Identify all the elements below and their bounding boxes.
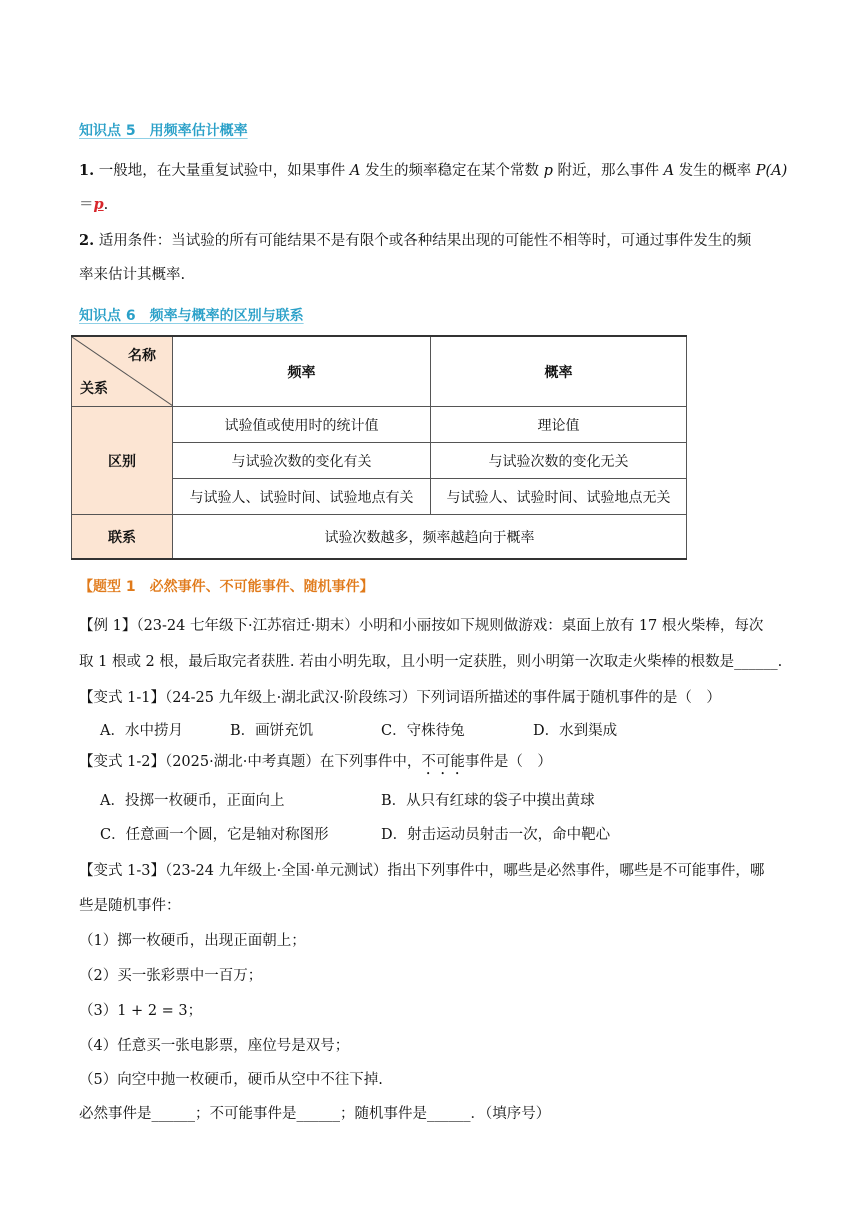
- stem-text: 【变式 1-2】（2025·湖北·中考真题）在下列事件中，: [79, 754, 422, 770]
- table-cell: 与试验人、试验时间、试验地点有关: [173, 479, 431, 515]
- variant-1-3-line2: 些是随机事件：: [79, 898, 181, 914]
- kp5-text: 发生的频率稳定在某个常数: [360, 163, 544, 179]
- var-p: p: [543, 163, 553, 179]
- kp5-text: 附近，那么事件: [552, 163, 664, 179]
- variant-1-1-option-a: A．水中捞月: [100, 723, 183, 739]
- table-corner-cell: [72, 336, 173, 407]
- kp5-point-2-number: 2.: [79, 232, 95, 249]
- variant-1-2-stem: [79, 750, 552, 778]
- kp5-point-2-line2: 率来估计其概率.: [79, 267, 186, 283]
- kp5-point-1-line2: [79, 193, 108, 214]
- corner-label-name: 名称: [128, 348, 156, 364]
- kp5-point-1-number: 1.: [79, 162, 95, 179]
- variant-1-1-option-c: C．守株待兔: [381, 723, 465, 739]
- kp5-point-1-line1: [79, 159, 787, 180]
- section-heading-kp6: 知识点 6 频率与概率的区别与联系: [79, 308, 304, 324]
- emphasized-text: 不可能: [421, 754, 465, 770]
- comparison-table: [71, 335, 687, 560]
- table-cell: 试验值或使用时的统计值: [173, 407, 431, 443]
- table-label-difference: 区别: [72, 407, 173, 515]
- var-A: A: [349, 163, 361, 179]
- table-cell-connection: 试验次数越多，频率越趋向于概率: [173, 515, 687, 560]
- list-item: （4）任意买一张电影票，座位号是双号；: [79, 1038, 350, 1054]
- kp5-point-2-line1: [79, 229, 751, 250]
- variant-1-2-option-d: D．射击运动员射击一次，命中靶心: [381, 827, 611, 843]
- example-1-line2: 取 1 根或 2 根，最后取完者获胜. 若由小明先取，且小明一定获胜，则小明第一次取走火柴棒的根数是______.: [79, 654, 783, 670]
- kp5-text: 发生的概率: [674, 163, 756, 179]
- var-A: A: [663, 163, 675, 179]
- list-item: （3）1 + 2 = 3；: [79, 1003, 203, 1019]
- kp5-text: 一般地，在大量重复试验中，如果事件: [94, 163, 350, 179]
- variant-1-1-option-b: B．画饼充饥: [230, 723, 314, 739]
- var-PA: P(A): [755, 163, 788, 179]
- kp5-text: 适用条件：当试验的所有可能结果不是有限个或各种结果出现的可能性不相等时，可通过事件发生的频: [94, 233, 752, 249]
- variant-1-1-option-d: D．水到渠成: [533, 723, 618, 739]
- table-label-connection: 联系: [72, 515, 173, 560]
- list-item: （1）掷一枚硬币，出现正面朝上；: [79, 933, 306, 949]
- table-cell: 与试验次数的变化无关: [431, 443, 687, 479]
- variant-1-2-option-b: B．从只有红球的袋子中摸出黄球: [381, 793, 595, 809]
- corner-label-relation: 关系: [80, 381, 108, 397]
- variant-1-3-answer-line: 必然事件是______；不可能事件是______；随机事件是______．（填序号）: [79, 1106, 551, 1122]
- variant-1-2-option-a: A．投掷一枚硬币，正面向上: [100, 793, 285, 809]
- variant-1-1-stem: 【变式 1-1】（24-25 九年级上·湖北武汉·阶段练习）下列词语所描述的事件属于随机事件的是（ ）: [79, 690, 721, 706]
- equals-sign: ＝: [79, 197, 94, 213]
- section-heading-kp5: 知识点 5 用频率估计概率: [79, 123, 248, 139]
- table-cell: 理论值: [431, 407, 687, 443]
- example-1-line1: 【例 1】（23-24 七年级下·江苏宿迁·期末）小明和小丽按如下规则做游戏：桌面上放有 17 根火柴棒，每次: [79, 618, 764, 634]
- list-item: （5）向空中抛一枚硬币，硬币从空中不往下掉.: [79, 1072, 383, 1088]
- stem-text: 事件是（ ）: [464, 754, 552, 770]
- table-header-probability: 概率: [431, 336, 687, 407]
- period: .: [103, 197, 109, 213]
- variant-1-3-line1: 【变式 1-3】（23-24 九年级上·全国·单元测试）指出下列事件中，哪些是必然事件，哪些是不可能事件，哪: [79, 863, 765, 879]
- table-cell: 与试验人、试验时间、试验地点无关: [431, 479, 687, 515]
- variant-1-2-option-c: C．任意画一个圆，它是轴对称图形: [100, 827, 329, 843]
- question-type-heading: 【题型 1 必然事件、不可能事件、随机事件】: [79, 579, 374, 595]
- table-cell: 与试验次数的变化有关: [173, 443, 431, 479]
- table-header-frequency: 频率: [173, 336, 431, 407]
- list-item: （2）买一张彩票中一百万；: [79, 968, 263, 984]
- answer-p: p: [93, 196, 104, 213]
